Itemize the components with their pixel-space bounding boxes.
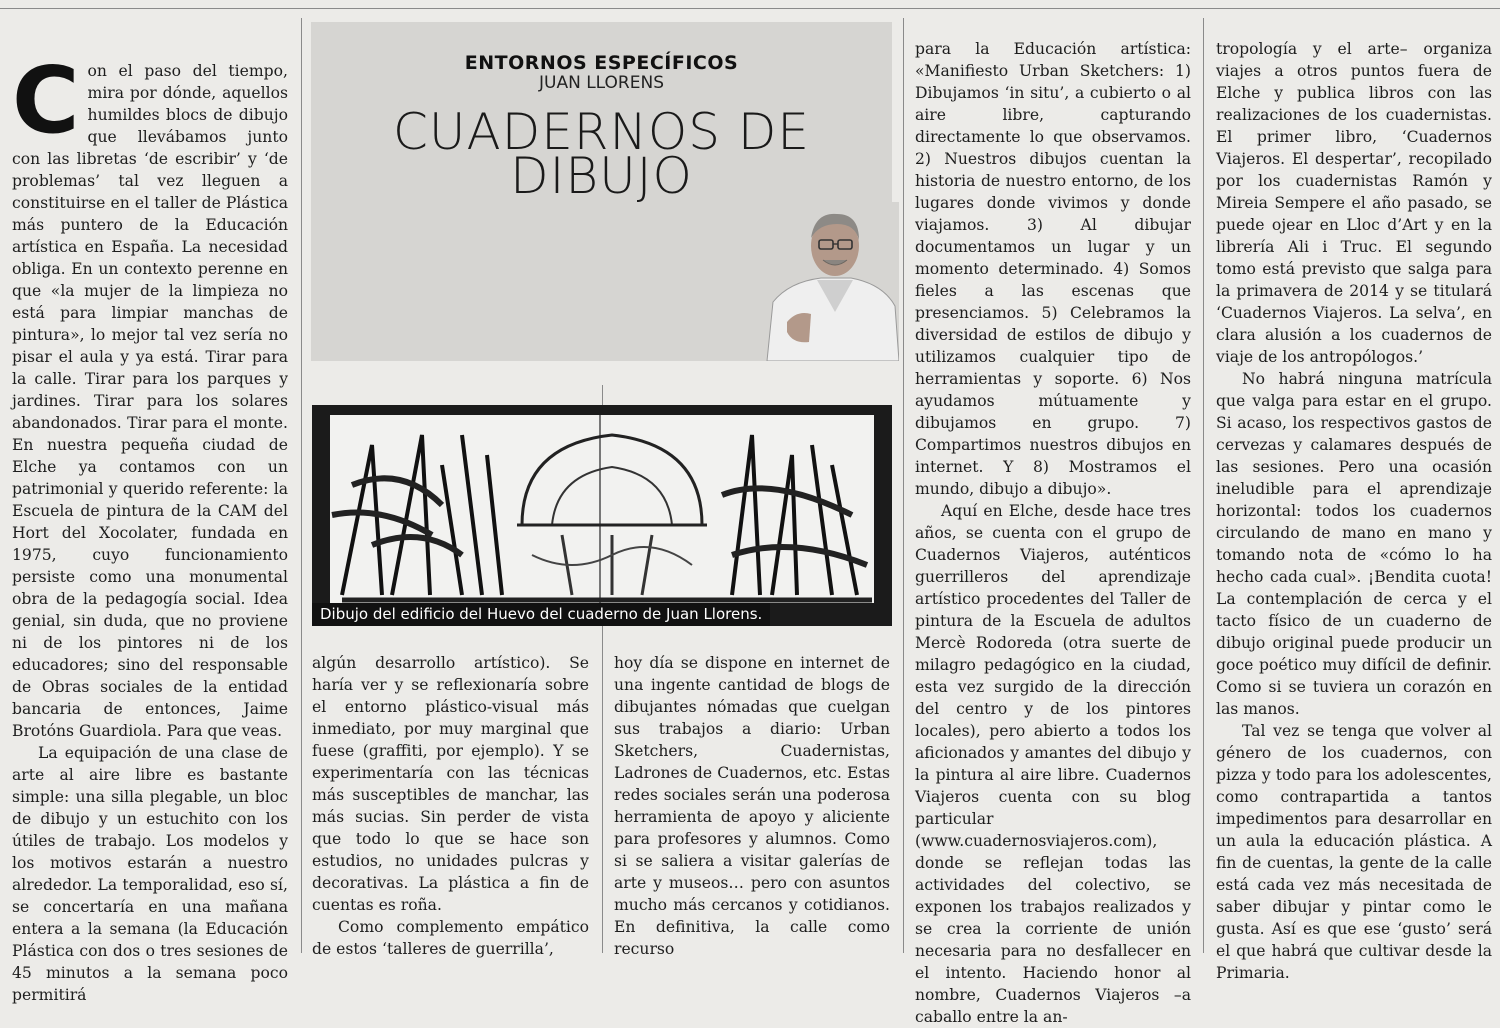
article-paragraph: algún desarrollo artístico). Se haría ver y se reflexionaría sobre el entorno plástico-visual más inmediato, por muy marginal que fuese (graffiti, por ejemplo). Y se experimentaría con las técnicas más susceptibles de manchar, las más sucias. Sin perder de vista que todo lo que se hace son estudios, no unidades pulcras y decorativas. La plástica a fin de cuentas es roña. [312,654,589,914]
article-paragraph: La equipación de una clase de arte al aire libre es bastante simple: una silla plegable, un bloc de dibujo y un estuchito con los útiles de trabajo. Los modelos y los motivos estarán a nuestro alrededor. La temporalidad, eso sí, se concertaría en una mañana entera a la semana (la Educación Plástica con dos o tres sesiones de 45 minutos a la semana poco permitirá [12,744,288,1004]
headline [311,103,892,205]
article-paragraph: tropología y el arte– organiza viajes a otros puntos fuera de Elche y publica libros con las realizaciones de los cuadernistas. El primer libro, ‘Cuadernos Viajeros. El despertar’, recopilado por los cuadernistas Ramón y Mireia Sempere el año pasado, se puede ojear en Lloc d’Art y en la librería Ali i Truc. El segundo tomo está previsto que salga para la primavera de 2014 y se titulará ‘Cuadernos Viajeros. La selva’, en clara alusión a los cuadernos de viaje de los antropólogos.’ [1216,40,1492,366]
section-label: ENTORNOS ESPECÍFICOS [464,52,739,74]
author-portrait [759,202,899,361]
column-rule [301,18,302,953]
article-paragraph: hoy día se dispone en internet de una ingente cantidad de blogs de dibujantes nómadas que cuelgan sus trabajos a diario: Urban Sketchers, Cuadernistas, Ladrones de Cuadernos, etc. Estas redes sociales serán una poderosa herramienta de apoyo y aliciente para profesores y alumnos. Como si se saliera a visitar galerías de arte y museos… pero con asuntos mucho más cercanos y cotidianos. En definitiva, la calle como recurso [614,654,890,958]
headline-line: CUADERNOS DE [392,103,811,161]
article-column-2 [312,652,589,960]
author-byline: JUAN LLORENS [539,73,664,93]
top-rule [0,8,1500,9]
article-paragraph: Tal vez se tenga que volver al género de los cuadernos, con pizza y todo para los adolescentes, como contrapartida a tantos impedimentos para desarrollar en un aula la educación plástica. A fin de cuentas, la gente de la calle está cada vez más necesitada de saber dibujar y pintar como le gusta. Así es que ese ‘gusto’ será el que habrá que cultivar desde la Primaria. [1216,722,1492,982]
article-paragraph: Como complemento empático de estos ‘talleres de guerrilla’, [312,918,589,958]
article-paragraph: Aquí en Elche, desde hace tres años, se cuenta con el grupo de Cuadernos Viajeros, auténticos guerrilleros del aprendizaje artístico procedentes del Taller de pintura de la Escuela de adultos Mercè Rodoreda (otra suerte de milagro pedagógico en la ciudad, esta vez surgido de la dirección del centro y de los pintores locales), pero abierto a todos los aficionados y amantes del dibujo y la pintura al aire libre. Cuadernos Viajeros cuenta con su blog particular (www.cuadernosviajeros.com), donde se reflejan todas las actividades del colectivo, se exponen los trabajos realizados y se crea la corriente de unión necesaria para no desfallecer en el intento. Haciendo honor al nombre, Cuadernos Viajeros –a caballo entre la an- [915,502,1191,1026]
column-rule [1203,18,1204,953]
paragraph-text: on el paso del tiempo, mira por dónde, aquellos humildes blocs de dibujo que llevábamos junto con las libretas ‘de escribir’ y ‘de problemas’ tal vez lleguen a constituirse en el taller de Plástica más puntero de la Educación artística en España. La necesidad obliga. En un contexto perenne en que «la mujer de la limpieza no está para limpiar manchas de pintura», lo mejor tal vez sería no pisar el aula y ya está. Tirar para la calle. Tirar para los parques y jardines. Tirar para los solares abandonados. Tirar para el monte. En nuestra pequeña ciudad de Elche ya contamos con un patrimonial y querido referente: la Escuela de pintura de la CAM del Hort del Xocolater, fundada en 1975, cuyo funcionamiento persiste como una monumental obra de la pedagogía social. Idea genial, sin duda, que no proviene ni de los pintores ni de los educadores; sino del responsable de Obras sociales de la entidad bancaria de entonces, Jaime Brotóns Guardiola. Para que veas. [12,62,288,740]
article-column-3 [614,652,890,960]
headline-box [311,22,892,361]
article-paragraph: No habrá ninguna matrícula que valga para estar en el grupo. Si acaso, los respectivos gastos de cervezas y calamares después de las sesiones. Pero una ocasión ineludible para el aprendizaje horizontal: todos los cuadernos circulando de mano en mano y tomando nota de «cómo lo ha hecho cada cual». ¡Bendita cuota! La contemplación de cerca y el tacto físico de un cuaderno de dibujo original puede producir un goce poético muy difícil de definir. Como si se tuviera un corazón en las manos. [1216,370,1492,718]
drop-cap: C [12,47,80,154]
article-column-4 [915,38,1191,1028]
article-paragraph: para la Educación artística: «Manifiesto Urban Sketchers: 1) Dibujamos ‘in situ’, a cubierto o al aire libre, capturando directamente lo que observamos. 2) Nuestros dibujos cuentan la historia de nuestro entorno, de los lugares donde vivimos y donde viajamos. 3) Al dibujar documentamos un lugar y un momento determinado. 4) Somos fieles a las escenas que presenciamos. 5) Celebramos la diversidad de estilos de dibujo y utilizamos cualquier tipo de herramientas y soporte. 6) Nos ayudamos mútuamente y dibujamos en grupo. 7) Compartimos nuestros dibujos en internet. Y 8) Mostramos el mundo, dibujo a dibujo». [915,40,1191,498]
column-rule [903,18,904,953]
article-column-5 [1216,38,1492,984]
article-column-1 [12,38,288,1006]
headline-line: DIBUJO [510,147,693,205]
photo-caption: Dibujo del edificio del Huevo del cuaderno de Juan Llorens. [312,603,770,626]
sketch-photo [312,405,892,626]
article-paragraph [12,38,288,742]
